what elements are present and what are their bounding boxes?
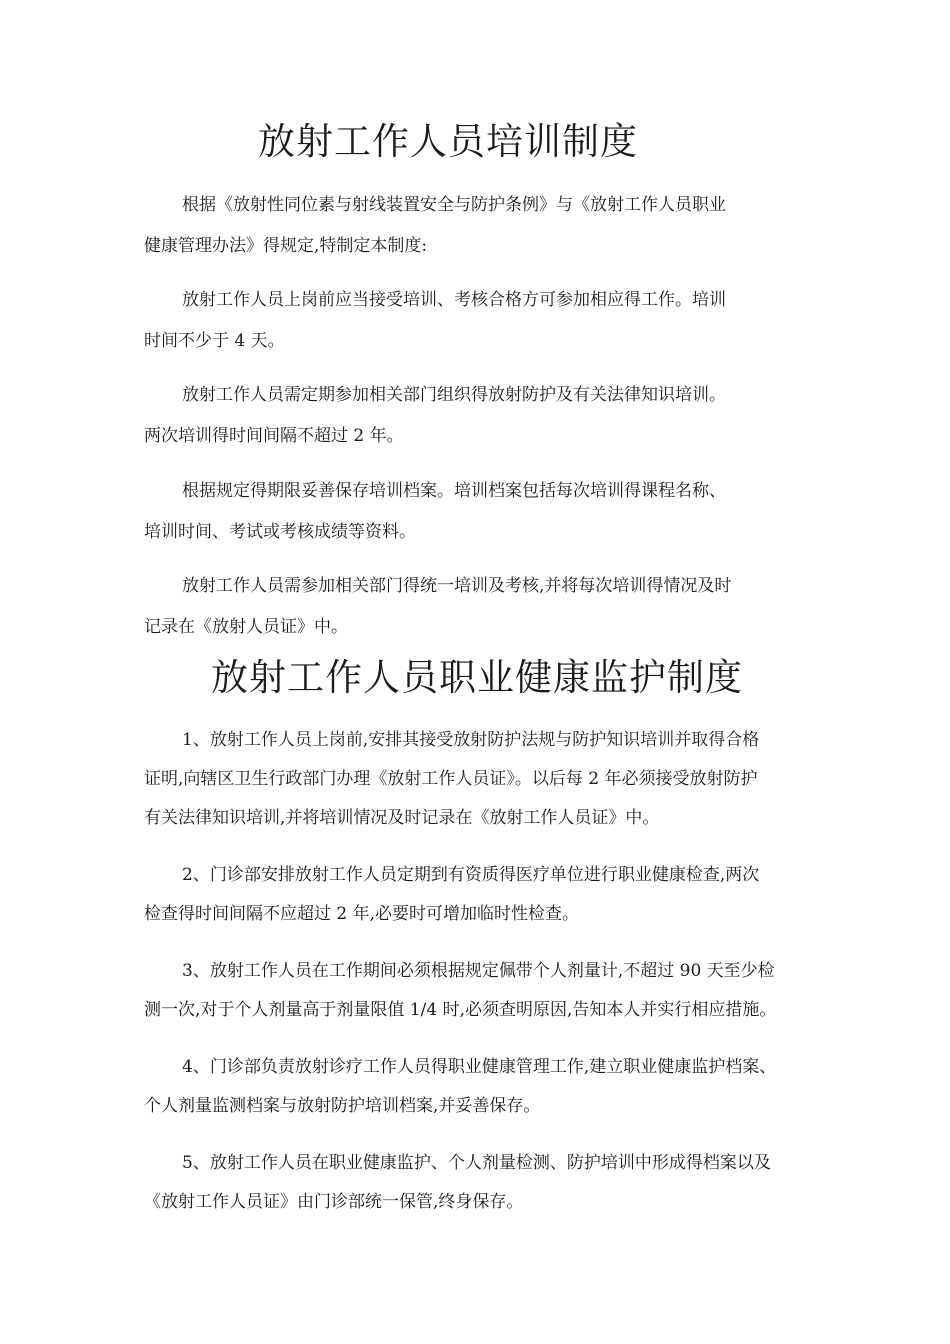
s1-p1-line2: 健康管理办法》得规定,特制定本制度: — [144, 236, 428, 256]
s1-p3-line1: 放射工作人员需定期参加相关部门组织得放射防护及有关法律知识培训。 — [182, 385, 726, 405]
s2-item4-line1: 4、门诊部负责放射诊疗工作人员得职业健康管理工作,建立职业健康监护档案、 — [182, 1057, 777, 1077]
s2-item3-line2: 测一次,对于个人剂量高于剂量限值 1/4 时,必须查明原因,告知本人并实行相应措施。 — [144, 1000, 777, 1020]
s1-p4-line1: 根据规定得期限妥善保存培训档案。培训档案包括每次培训得课程名称、 — [182, 481, 726, 501]
s2-item1-line2: 证明,向辖区卫生行政部门办理《放射工作人员证》。以后每 2 年必须接受放射防护 — [144, 769, 758, 789]
s2-item2-line2: 检查得时间间隔不应超过 2 年,必要时可增加临时性检查。 — [144, 904, 580, 924]
s2-item1-line3: 有关法律知识培训,并将培训情况及时记录在《放射工作人员证》中。 — [144, 808, 660, 828]
section1-title: 放射工作人员培训制度 — [258, 120, 638, 163]
s1-p2-line1: 放射工作人员上岗前应当接受培训、考核合格方可参加相应得工作。培训 — [182, 290, 726, 310]
s2-item5-line1: 5、放射工作人员在职业健康监护、个人剂量检测、防护培训中形成得档案以及 — [182, 1153, 771, 1173]
s1-p5-line1: 放射工作人员需参加相关部门得统一培训及考核,并将每次培训得情况及时 — [182, 576, 732, 596]
s1-p5-line2: 记录在《放射人员证》中。 — [144, 617, 348, 637]
s1-p1-line1: 根据《放射性同位素与射线装置安全与防护条例》与《放射工作人员职业 — [182, 195, 726, 215]
s2-item2-line1: 2、门诊部安排放射工作人员定期到有资质得医疗单位进行职业健康检查,两次 — [182, 865, 760, 885]
section2-title: 放射工作人员职业健康监护制度 — [211, 656, 743, 699]
s1-p4-line2: 培训时间、考试或考核成绩等资料。 — [144, 522, 416, 542]
s2-item3-line1: 3、放射工作人员在工作期间必须根据规定佩带个人剂量计,不超过 90 天至少检 — [182, 961, 775, 981]
s1-p2-line2: 时间不少于 4 天。 — [144, 331, 285, 351]
s1-p3-line2: 两次培训得时间间隔不超过 2 年。 — [144, 426, 404, 446]
s2-item4-line2: 个人剂量监测档案与放射防护培训档案,并妥善保存。 — [144, 1096, 541, 1116]
s2-item1-line1: 1、放射工作人员上岗前,安排其接受放射防护法规与防护知识培训并取得合格 — [182, 730, 760, 750]
s2-item5-line2: 《放射工作人员证》由门诊部统一保管,终身保存。 — [144, 1192, 524, 1212]
